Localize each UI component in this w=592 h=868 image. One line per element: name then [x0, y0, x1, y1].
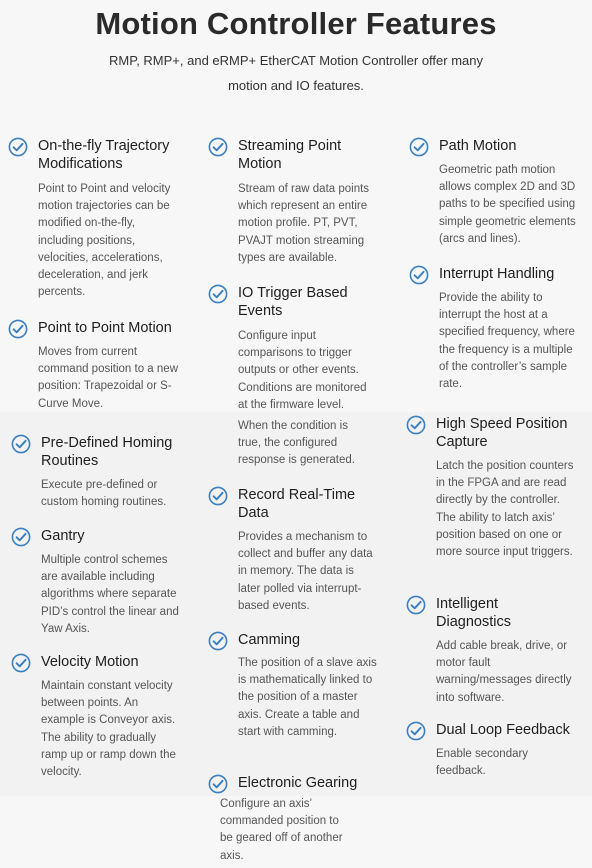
feature-title: Camming	[238, 632, 301, 648]
check-circle-icon	[8, 137, 28, 157]
check-circle-icon	[406, 595, 426, 615]
feature-title: Interrupt Handling	[439, 266, 555, 282]
check-circle-icon	[11, 653, 31, 673]
feature-title: Record Real-Time Data	[238, 487, 356, 521]
feature-title: Velocity Motion	[41, 654, 139, 670]
feature-title: On-the-fly Trajectory Modifications	[38, 138, 170, 172]
check-circle-icon	[11, 434, 31, 454]
feature-description: Configure an axis’ commanded position to be geared off of another axis.	[220, 798, 343, 862]
feature-description: Latch the position counters in the FPGA and are read directly by the controller. The ability to latch axis’ position based on one or more source input triggers.	[436, 460, 574, 559]
feature-description-continued: When the condition is true, the configured response is generated.	[238, 420, 355, 467]
feature-title: Gantry	[41, 528, 85, 544]
feature-description: Maintain constant velocity between points. An example is Conveyor axis. The ability to gradually ramp up or ramp down the velocity.	[41, 680, 176, 779]
feature-title: Intelligent Diagnostics	[436, 596, 511, 630]
feature-description: Geometric path motion allows complex 2D and 3D paths to be specified using simple geometric elements (arcs and lines).	[439, 164, 576, 245]
feature-title: Dual Loop Feedback	[436, 722, 570, 738]
check-circle-icon	[409, 137, 429, 157]
feature-description: Stream of raw data points which represent an entire motion profile. PT, PVT, PVAJT motion streaming types are available.	[238, 183, 370, 264]
feature-description: Multiple control schemes are available including algorithms where separate PID’s control the linear and Yaw Axis.	[41, 554, 179, 635]
feature-title: Electronic Gearing	[238, 775, 358, 791]
feature-description: Provides a mechanism to collect and buffer any data in memory. The data is later polled via interrupt-based events.	[238, 531, 373, 612]
feature-description: Execute pre-defined or custom homing routines.	[41, 479, 167, 509]
feature-description: Moves from current command position to a new position: Trapezoidal or S-Curve Move.	[38, 346, 178, 410]
feature-title: High Speed Position Capture	[436, 416, 568, 450]
check-circle-icon	[208, 137, 228, 157]
check-circle-icon	[208, 284, 228, 304]
feature-title: Path Motion	[439, 138, 517, 154]
feature-description: Add cable break, drive, or motor fault warning/messages directly into software.	[436, 640, 572, 704]
feature-title: IO Trigger Based Events	[238, 285, 348, 319]
feature-title: Pre-Defined Homing Routines	[41, 435, 173, 469]
check-circle-icon	[409, 265, 429, 285]
check-circle-icon	[11, 527, 31, 547]
feature-description: Enable secondary feedback.	[436, 748, 529, 778]
check-circle-icon	[406, 721, 426, 741]
check-circle-icon	[8, 319, 28, 339]
page-subtitle: RMP, RMP+, and eRMP+ EtherCAT Motion Controller offer many motion and IO features.	[108, 53, 484, 93]
check-circle-icon	[208, 774, 228, 794]
check-circle-icon	[208, 631, 228, 651]
feature-description: Point to Point and velocity motion trajectories can be modified on-the-fly, including positions, velocities, accelerations, deceleration, and jerk percents.	[38, 183, 171, 299]
feature-title: Streaming Point Motion	[238, 138, 342, 172]
feature-description: The position of a slave axis is mathematically linked to the position of a master axis. Create a table and start with camming.	[238, 657, 377, 738]
feature-title: Point to Point Motion	[38, 320, 172, 336]
check-circle-icon	[406, 415, 426, 435]
check-circle-icon	[208, 486, 228, 506]
feature-description: Configure input comparisons to trigger outputs or other events. Conditions are monitored at the firmware level.	[238, 330, 367, 411]
feature-description: Provide the ability to interrupt the host at a specified frequency, where the frequency is a multiple of the controller’s sample rate.	[439, 292, 575, 391]
page-title: Motion Controller Features	[95, 6, 497, 41]
